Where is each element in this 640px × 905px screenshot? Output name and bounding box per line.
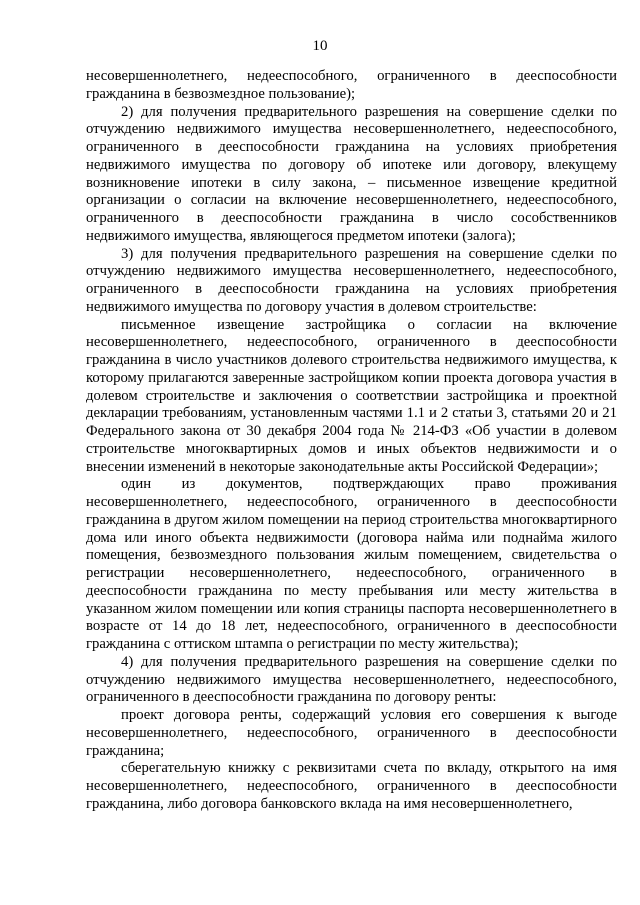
- paragraph-item-3-shared-construction: 3) для получения предварительного разрешения на совершение сделки по отчуждению недвижимого имущества несовершеннолетнего, недееспособного, ограниченного в дееспособности гражданина на условиях приобретения недвижимого имущества по договору участия в долевом строительстве:: [86, 245, 617, 315]
- paragraph-continuation: несовершеннолетнего, недееспособного, ограниченного в дееспособности гражданина в безвозмездное пользование);: [86, 68, 617, 102]
- paragraph-item-2-mortgage: 2) для получения предварительного разрешения на совершение сделки по отчуждению недвижимого имущества несовершеннолетнего, недееспособного, ограниченного в дееспособности гражданина на условиях приобретения недвижимого имущества по договору об ипотеке или договору, влекущему возникновение ипотеки в силу закона, – письменное извещение кредитной организации о согласии на включение несовершеннолетнего, недееспособного, ограниченного в дееспособности гражданина в число сособственников недвижимого имущества, являющегося предметом ипотеки (залога);: [86, 103, 617, 244]
- paragraph-residence-documents: один из документов, подтверждающих право проживания несовершеннолетнего, недееспособного, ограниченного в дееспособности гражданина в другом жилом помещении на период строительства многоквартирного дома или иного объекта недвижимости (договора найма или поднайма жилого помещения, безвозмездного пользования жилым помещением, свидетельства о регистрации несовершеннолетнего, недееспособного, ограниченного в дееспособности гражданина по месту пребывания или месту жительства в указанном жилом помещении или копия страницы паспорта несовершеннолетнего в возрасте от 14 до 18 лет, недееспособного, ограниченного в дееспособности гражданина с оттиском штампа о регистрации по месту жительства);: [86, 476, 617, 652]
- document-body: [86, 68, 617, 814]
- paragraph-savings-book: сберегательную книжку с реквизитами счета по вкладу, открытого на имя несовершеннолетнего, недееспособного, ограниченного в дееспособности гражданина, либо договора банковского вклада на имя несовершеннолетнего,: [86, 760, 617, 812]
- paragraph-annuity-draft: проект договора ренты, содержащий условия его совершения к выгоде несовершеннолетнего, недееспособного, ограниченного в дееспособности гражданина;: [86, 707, 617, 759]
- paragraph-developer-notice: письменное извещение застройщика о согласии на включение несовершеннолетнего, недееспособного, ограниченного в дееспособности гражданина в число участников долевого строительства недвижимого имущества, к которому прилагаются заверенные застройщиком копии проекта договора участия в долевом строительстве и заключения о соответствии застройщика и проектной декларации требованиям, установленным частями 1.1 и 2 статьи 3, статьями 20 и 21 Федерального закона от 30 декабря 2004 года № 214-ФЗ «Об участии в долевом строительстве многоквартирных домов и иных объектов недвижимости и о внесении изменений в некоторые законодательные акты Российской Федерации»;: [86, 316, 617, 475]
- paragraph-item-4-annuity: 4) для получения предварительного разрешения на совершение сделки по отчуждению недвижимого имущества несовершеннолетнего, недееспособного, ограниченного в дееспособности гражданина по договору ренты:: [86, 653, 617, 706]
- page-number: 10: [312, 38, 328, 54]
